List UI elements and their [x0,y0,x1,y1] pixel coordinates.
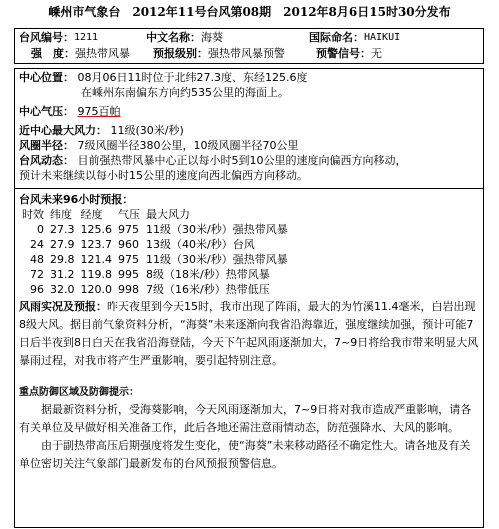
warning-level-value: 无 [371,46,382,60]
realtime-label: 风雨实况及预报： [19,300,107,313]
forecast-header-cell: 时效 [22,208,44,222]
defense-paragraph-2: 由于副热带高压后期强度将发生变化，使“海葵”未来移动路径不确定性大。请各地及有关单位密切关注气象部门最新发布的台风预报预警信息。 [19,439,471,470]
table-cell: 32.0 [50,283,75,297]
intl-name-label: 国际命名： [309,30,364,44]
table-cell: 96 [30,283,44,297]
typhoon-no-value: 1211 [74,32,99,44]
table-cell: 998 [118,283,139,297]
typhoon-no-label: 台风编号： [19,30,74,44]
intensity-label: 强 度： [31,46,75,60]
table-cell: 8级（18米/秒）热带风暴 [146,268,270,282]
table-cell: 975 [118,223,139,237]
table-cell: 960 [118,238,139,252]
table-cell: 11级（30米/秒）强热带风暴 [146,223,288,237]
defense-label: 重点防御区域及防御提示： [19,387,139,398]
wind-radius-value: 7级风圈半径380公里，10级风圈半径70公里 [77,139,299,152]
table-cell: 27.3 [50,223,75,237]
table-cell: 119.8 [80,268,112,282]
wind-radius-line [19,139,479,154]
table-cell: 121.4 [80,253,112,267]
table-cell: 7级（16米/秒）热带低压 [146,283,270,297]
table-cell: 48 [30,253,44,267]
forecast-header-cell: 最大风力 [146,208,190,222]
center-position-label: 中心位置： [19,71,74,84]
section-divider [15,188,483,189]
table-row [19,223,291,238]
center-pressure-value: 975百帕 [77,105,121,118]
forecast-header-cell: 纬度 [50,208,72,222]
table-cell: 995 [118,268,139,282]
table-cell: 123.7 [80,238,112,252]
table-cell: 120.0 [80,283,112,297]
trend-value-1: 目前强热带风暴中心正以每小时5到10公里的速度向偏西方向移动， [77,154,407,167]
header-row-2 [19,46,479,62]
table-cell: 125.6 [80,223,112,237]
table-cell: 29.8 [50,253,75,267]
max-wind-label: 近中心最大风力： [19,124,107,137]
defense-paragraph-1: 据最新资料分析，受海葵影响，今天风雨逐渐加大，7~9日将对我市造成严重影响，请各有关单位及早做好相关准备工作，此后各地还需注意雨情动态，防范强降水、大风的影响。 [19,403,472,434]
table-cell: 31.2 [50,268,75,282]
center-position-line1 [19,71,479,86]
cn-name-label: 中文名称： [146,30,201,44]
table-cell: 24 [30,238,44,252]
intl-name-value: HAIKUI [364,32,401,44]
table-row [19,238,291,253]
trend-line2: 预计未来继续以每小时15公里的速度向西北偏西方向移动。 [19,169,308,182]
table-cell: 975 [118,253,139,267]
center-pressure-line [19,105,479,120]
header-row-1 [19,30,479,46]
forecast-table [19,208,291,298]
table-cell: 72 [30,268,44,282]
table-row [19,253,291,268]
forecast-header-row [19,208,291,223]
table-row [19,283,291,298]
table-cell: 13级（40米/秒）台风 [146,238,255,252]
center-position-line2: 在嵊州东南偏东方向约535公里的海面上。 [81,86,289,99]
trend-line1 [19,154,479,169]
forecast-header-cell: 气压 [118,208,140,222]
realtime-paragraph [19,298,479,370]
typhoon-header-box [14,28,484,64]
forecast-header-cell: 经度 [80,208,103,222]
realtime-text: 昨天夜里到今天15时，我市出现了阵雨，最大的为竹溪11.4毫米，白岩出现8级大风。据目前气象资料分析，“海葵”未来逐渐向我省沿海靠近，强度继续加强，预计可能7日后半夜到8日白天在我省沿海登陆，今天下午起风雨逐渐加大，7~9日将给我市带来明显大风暴雨过程，对我市将产生严重影响，要引起特别注意。 [19,300,479,367]
warning-level-label: 预警信号： [316,46,371,60]
table-row [19,268,291,283]
intensity-value: 强热带风暴 [75,46,130,60]
forecast-level-value: 强热带风暴预警 [208,46,285,60]
center-pressure-label: 中心气压： [19,105,74,118]
trend-label: 台风动态： [19,154,74,167]
table-cell: 0 [37,223,44,237]
cn-name-value: 海葵 [201,30,223,44]
bulletin-title: 嵊州市气象台 2012年11号台风第08期 2012年8月6日15时30分发布 [48,5,451,19]
bulletin-body-box [14,68,484,528]
table-cell: 11级（30米/秒）强热带风暴 [146,253,288,267]
wind-radius-label: 风圈半径： [19,139,74,152]
max-wind-value: 11级(30米/秒) [110,124,184,137]
forecast-level-label: 预报级别： [153,46,208,60]
max-wind-line [19,124,479,139]
table-cell: 27.9 [50,238,75,252]
center-position-value: 08月06日11时位于北纬27.3度、东经125.6度 [77,71,308,84]
forecast-label: 台风未来96小时预报： [19,193,134,206]
